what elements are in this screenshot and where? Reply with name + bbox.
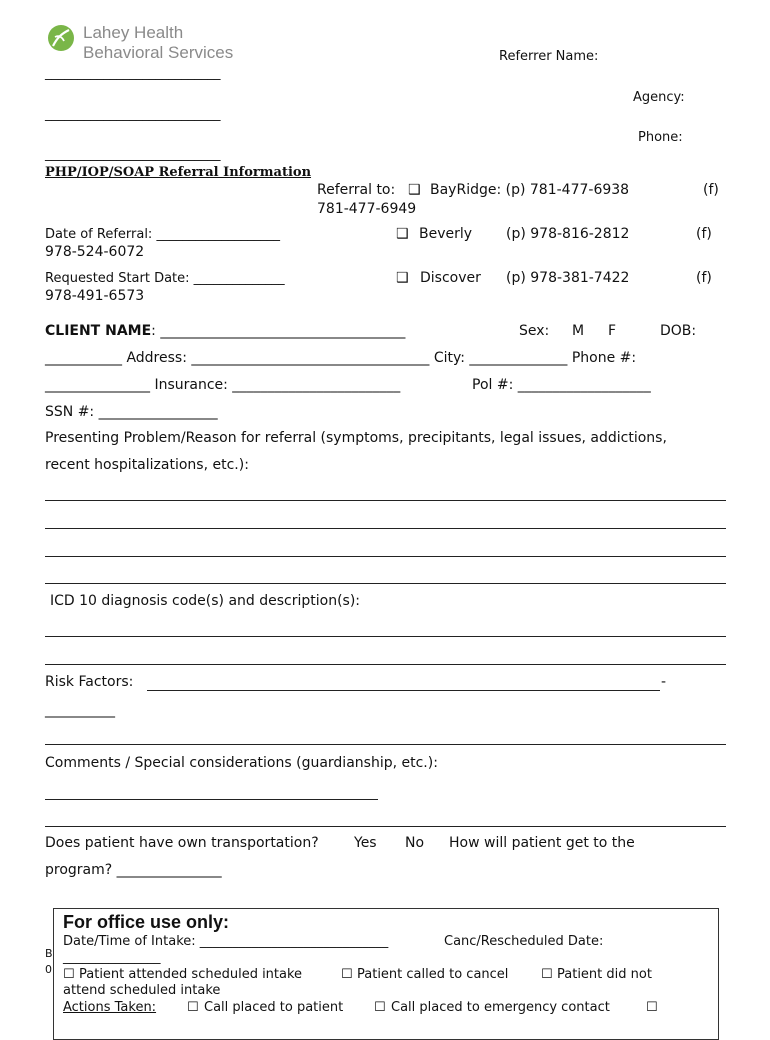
agency-label: Agency: [633, 90, 685, 105]
call-patient-checkbox-icon[interactable]: ☐ [187, 1000, 199, 1015]
margin-0: 0 [45, 963, 52, 976]
called-cancel-checkbox-icon[interactable]: ☐ [341, 967, 353, 982]
beverly-phone: (p) 978-816-2812 [506, 226, 630, 242]
opt-did-not: Patient did not [557, 967, 652, 982]
transport-yes[interactable]: Yes [354, 835, 377, 851]
client-name-label: CLIENT NAME [45, 323, 152, 339]
transport-question: Does patient have own transportation? [45, 835, 319, 851]
ssn-field[interactable]: SSN #: _________________ [45, 404, 218, 420]
referrer-name-label: Referrer Name: [499, 49, 599, 64]
actions-taken-label: Actions Taken: [63, 1000, 157, 1015]
requested-start-date[interactable]: Requested Start Date: ______________ [45, 271, 285, 286]
presenting-line[interactable] [45, 583, 726, 584]
date-of-referral[interactable]: Date of Referral: ___________________ [45, 227, 280, 242]
transport-no[interactable]: No [405, 835, 425, 851]
presenting-line[interactable] [45, 528, 726, 529]
comments-label: Comments / Special considerations (guardianship, etc.): [45, 755, 438, 771]
lahey-leaf-icon [47, 24, 75, 52]
discover-option: Discover [420, 270, 481, 286]
agency-blank[interactable]: ___________________________ [45, 107, 221, 122]
icd-label: ICD 10 diagnosis code(s) and description(s): [50, 593, 361, 609]
risk-line[interactable] [45, 744, 726, 745]
phone-blank[interactable]: ___________________________ [45, 147, 221, 162]
opt-called-cancel: Patient called to cancel [357, 967, 509, 982]
act-call-emergency: Call placed to emergency contact [391, 1000, 610, 1015]
referrer-name-blank[interactable]: ___________________________ [45, 66, 221, 81]
margin-b: B [45, 947, 53, 960]
discover-phone: (p) 978-381-7422 [506, 270, 630, 286]
discover-checkbox-icon[interactable]: ❑ [396, 270, 409, 286]
phone-label: Phone: [638, 130, 683, 145]
transport-how: How will patient get to the [449, 835, 635, 851]
beverly-fax: 978-524-6072 [45, 244, 145, 260]
beverly-checkbox-icon[interactable]: ❑ [396, 226, 409, 242]
bayridge-fax-label: (f) [703, 182, 719, 198]
beverly-fax-label: (f) [696, 226, 712, 242]
bayridge-fax: 781-477-6949 [317, 201, 417, 217]
risk-factors-line[interactable] [147, 690, 660, 691]
office-use-title: For office use only: [63, 912, 230, 932]
canc-rescheduled-label: Canc/Rescheduled Date: [444, 934, 604, 949]
presenting-line[interactable] [45, 556, 726, 557]
did-not-attend-checkbox-icon[interactable]: ☐ [541, 967, 553, 982]
insurance-row[interactable]: _______________ Insurance: ________________________ [45, 377, 401, 393]
program-line[interactable]: program? _______________ [45, 862, 222, 878]
attended-checkbox-icon[interactable]: ☐ [63, 967, 75, 982]
call-emergency-checkbox-icon[interactable]: ☐ [374, 1000, 386, 1015]
canc-rescheduled-blank[interactable]: _______________ [63, 950, 161, 965]
risk-cont-blank[interactable]: __________ [45, 702, 115, 718]
referral-to-label: Referral to: [317, 182, 396, 198]
opt-did-not-cont: attend scheduled intake [63, 983, 221, 998]
opt-attended: Patient attended scheduled intake [79, 967, 303, 982]
sex-f-option[interactable]: F [608, 323, 617, 339]
comments-line[interactable] [45, 826, 726, 827]
logo-line1: Lahey Health [83, 23, 184, 42]
section-title: PHP/IOP/SOAP Referral Information [45, 165, 312, 180]
beverly-option: Beverly [419, 226, 473, 242]
logo-line2: Behavioral Services [83, 43, 234, 62]
extra-checkbox-icon[interactable]: ☐ [646, 1000, 658, 1015]
bayridge-checkbox-icon[interactable]: ❑ [408, 182, 421, 198]
discover-fax: 978-491-6573 [45, 288, 145, 304]
dob-label: DOB: [660, 323, 697, 339]
address-row[interactable]: ___________ Address: __________________________________ City: ______________ Phone #: [45, 350, 637, 366]
comments-line-short[interactable] [45, 799, 378, 800]
intake-date-field[interactable]: Date/Time of Intake: _____________________________ [63, 934, 389, 949]
sex-m-option[interactable]: M [572, 323, 585, 339]
client-name-blank[interactable]: : ___________________________________ [151, 323, 406, 339]
act-call-patient: Call placed to patient [204, 1000, 344, 1015]
policy-number[interactable]: Pol #: ___________________ [472, 377, 651, 393]
presenting-problem-label-1: Presenting Problem/Reason for referral (symptoms, precipitants, legal issues, addictions, [45, 430, 667, 446]
risk-dash: - [661, 674, 667, 690]
presenting-line[interactable] [45, 500, 726, 501]
discover-fax-label: (f) [696, 270, 712, 286]
sex-label: Sex: [519, 323, 550, 339]
risk-factors-label: Risk Factors: [45, 674, 134, 690]
presenting-problem-label-2: recent hospitalizations, etc.): [45, 457, 249, 473]
icd-line[interactable] [45, 636, 726, 637]
icd-line[interactable] [45, 664, 726, 665]
client-name-row [45, 323, 405, 339]
bayridge-option: BayRidge: (p) 781-477-6938 [430, 182, 630, 198]
